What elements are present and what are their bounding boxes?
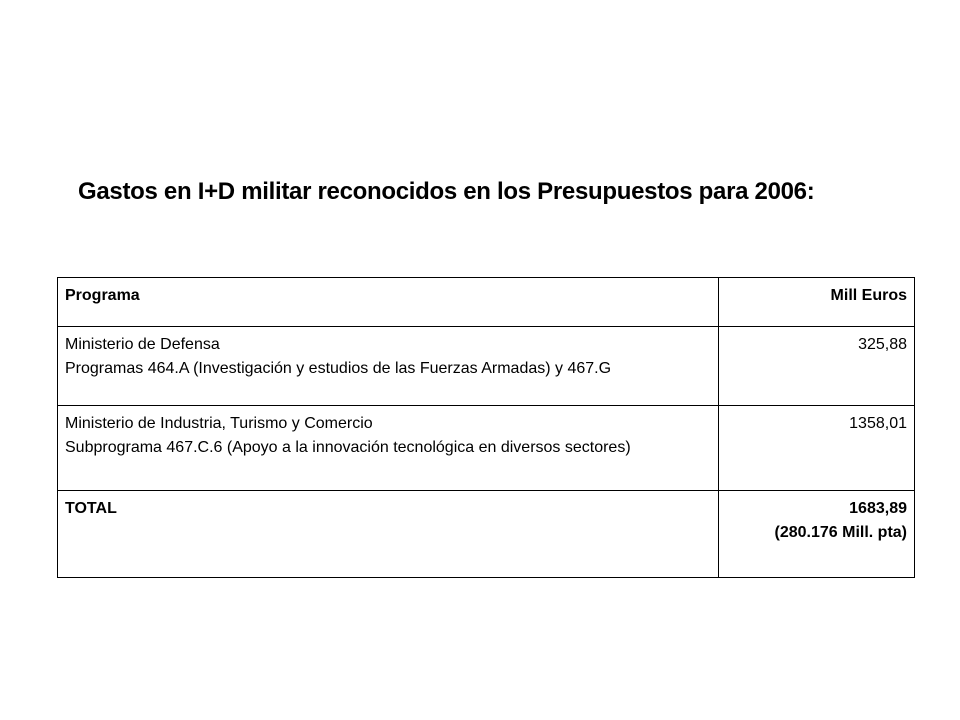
table-row: [58, 327, 915, 406]
programa-cell: [58, 406, 719, 491]
amount-cell: 1358,01: [719, 406, 915, 491]
ministry-name: Ministerio de Defensa: [65, 336, 220, 353]
program-description: Subprograma 467.C.6 (Apoyo a la innovación tecnológica en diversos sectores): [65, 439, 631, 456]
total-label: TOTAL: [58, 491, 719, 578]
program-description: Programas 464.A (Investigación y estudios de las Fuerzas Armadas) y 467.G: [65, 360, 612, 377]
page-title: Gastos en I+D militar reconocidos en los Presupuestos para 2006:: [78, 178, 815, 205]
ministry-name: Ministerio de Industria, Turismo y Comercio: [65, 415, 373, 432]
header-mill-euros: Mill Euros: [719, 278, 915, 327]
budget-table: [57, 277, 915, 578]
total-amount-cell: [719, 491, 915, 578]
table-header-row: [58, 278, 915, 327]
total-row: [58, 491, 915, 578]
total-pesetas: (280.176 Mill. pta): [774, 524, 907, 541]
header-programa: Programa: [58, 278, 719, 327]
programa-cell: [58, 327, 719, 406]
table-row: [58, 406, 915, 491]
total-euros: 1683,89: [849, 500, 907, 517]
amount-cell: 325,88: [719, 327, 915, 406]
